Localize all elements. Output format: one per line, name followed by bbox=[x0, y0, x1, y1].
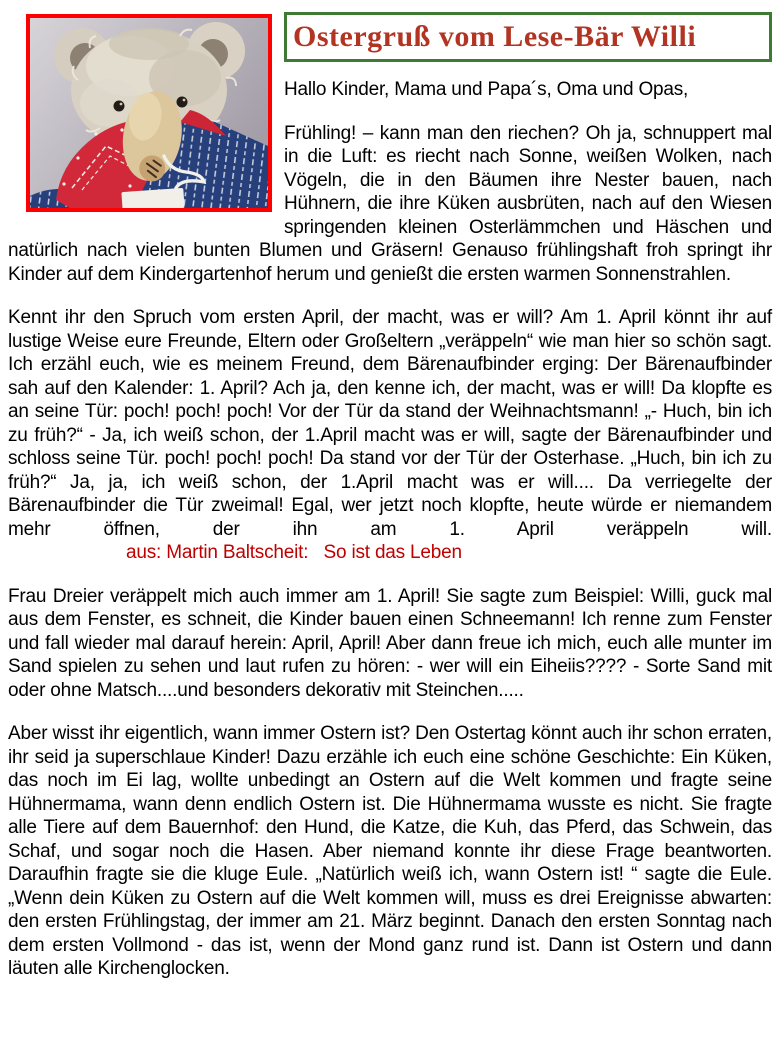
paragraph-spring: Frühling! – kann man den riechen? Oh ja, schnuppert mal in die Luft: es riecht nach Sonne, weißen Wolken, nach Vögeln, die in den Bäumen ihre Nester bauen, nach Hühnern, die ihre Küken ausbrüten, nach auf den Wiesen springenden kleinen Osterlämmchen und Häschen und natürlich nach vielen bunten Blumen und Gräsern! Genauso frühlingshaft froh springt ihr Kinder auf dem Kindergartenhof herum und genießt die ersten warmen Sonnenstrahlen. bbox=[8, 122, 772, 285]
title-box bbox=[284, 12, 772, 62]
paragraph-frau-dreier: Frau Dreier veräppelt mich auch immer am 1. April! Sie sagte zum Beispiel: Willi, guck mal aus dem Fenster, es schneit, die Kinder bauen einen Schneemann! Ich renne zum Fenster und fall wieder mal darauf herein: April, April! Aber dann freue ich mich, euch alle munter im Sand spielen zu sehen und laut rufen zu hören: - wer will ein Eiheiis???? - Sorte Sand mit oder ohne Matsch....und besonders dekorativ mit Steinchen..... bbox=[8, 585, 772, 701]
paragraph-april-story bbox=[8, 306, 772, 565]
teddy-bear-illustration bbox=[30, 18, 268, 208]
teddy-bear-photo bbox=[26, 14, 272, 212]
page-title: Ostergruß vom Lese-Bär Willi bbox=[293, 20, 697, 53]
citation-source: aus: Martin Baltscheit: So ist das Leben bbox=[126, 542, 462, 563]
paragraph-easter-story: Aber wisst ihr eigentlich, wann immer Ostern ist? Den Ostertag könnt auch ihr schon erraten, ihr seid ja superschlaue Kinder! Dazu erzähle ich euch eine schöne Geschichte: Ein Küken, das noch im Ei lag, wollte unbedingt an Ostern auf die Welt kommen und fragte seine Hühnermama, wann denn endlich Ostern ist. Die Hühnermama wusste es nicht. Sie fragte alle Tiere auf dem Bauernhof: den Hund, die Katze, die Kuh, das Pferd, das Schwein, das Schaf, und sogar noch die Hasen. Aber niemand konnte ihr diese Frage beantworten. Daraufhin fragte sie die kluge Eule. „Natürlich weiß ich, wann Ostern ist! “ sagte die Eule. „Wenn dein Küken zu Ostern auf die Welt kommen will, muss es drei Ereignisse abwarten: den ersten Frühlingstag, der immer am 21. März beginnt. Danach den ersten Sonntag nach dem ersten Vollmond - das ist, wenn der Mond ganz rund ist. Dann ist Ostern und dann läuten alle Kirchenglocken. bbox=[8, 723, 772, 979]
april-story-text: Kennt ihr den Spruch vom ersten April, der macht, was er will? Am 1. April könnt ihr auf lustige Weise eure Freunde, Eltern oder Großeltern „veräppeln“ wie man hier so schön sagt. Ich erzähl euch, wie es meinem Freund, dem Bärenaufbinder erging: Der Bärenaufbinder sah auf den Kalender: 1. April? Ach ja, den kenne ich, der macht, was er will! Da klopfte es an seine Tür: poch! poch! poch! Vor der Tür da stand der Weihnachtsmann! „- Huch, bin ich zu früh?“ - Ja, ich weiß schon, der 1.April macht was er will, sagte der Bärenaufbinder und schloss seine Tür. poch! poch! poch! Da stand vor der Tür der Osterhase. „Huch, bin ich zu früh?“ Ja, ja, ich weiß schon, der 1.April macht was er will.... Da verriegelte der Bärenaufbinder die Tür zweimal! Egal, wer jetzt noch klopfte, heute würde er niemandem mehr öffnen, der ihn am 1. April veräppeln will. bbox=[8, 307, 772, 540]
greeting-line: Hallo Kinder, Mama und Papa´s, Oma und Opas, bbox=[284, 79, 689, 100]
